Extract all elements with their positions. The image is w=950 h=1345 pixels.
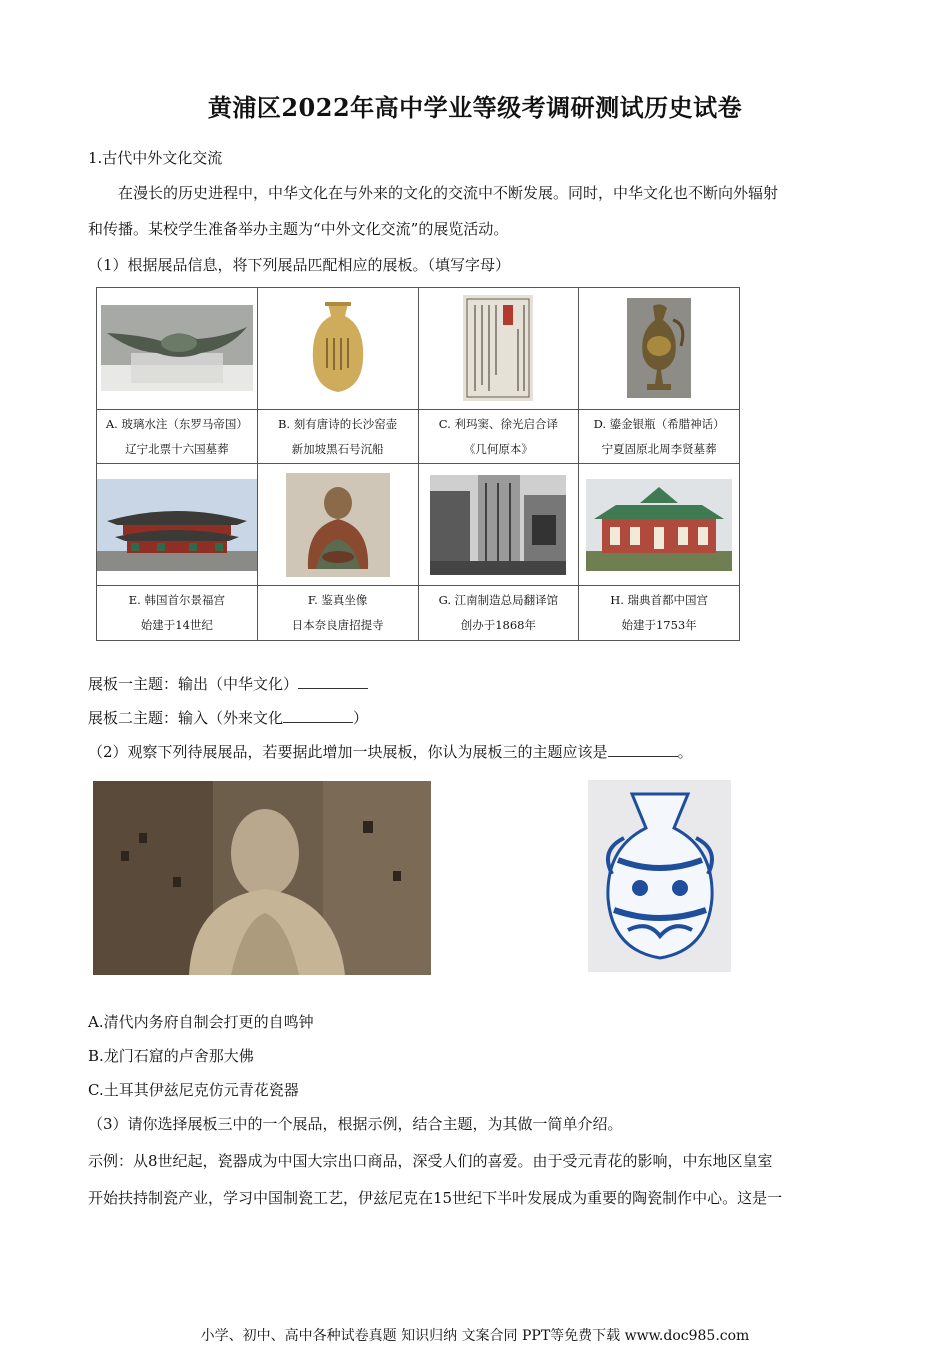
sub-question-2 — [88, 741, 693, 762]
exhibit-d-caption — [579, 409, 740, 464]
exhibit-d-location: 宁夏固原北周李贤墓葬 — [601, 441, 717, 456]
board-2-suffix: ） — [353, 709, 369, 727]
exhibit-f-caption — [257, 586, 418, 641]
exhibit-g-location: 创办于1868年 — [460, 618, 537, 633]
exhibit-f-title: F. 鉴真坐像 — [307, 593, 368, 608]
exhibit-c-caption — [418, 409, 579, 464]
exhibit-a-image — [97, 288, 258, 410]
longmen-buddha-photo — [93, 781, 431, 975]
palace-photo — [97, 479, 257, 571]
sub-question-2-text: （2）观察下列待展展品，若要据此增加一块展板，你认为展板三的主题应该是 — [88, 743, 608, 761]
exhibit-e-caption — [97, 586, 258, 641]
sub-question-2-suffix: 。 — [677, 743, 693, 761]
option-a: A.清代内务府自制会打更的自鸣钟 — [88, 1013, 314, 1031]
chinese-pavilion-photo — [586, 479, 732, 571]
question-heading: 1.古代中外文化交流 — [88, 149, 223, 167]
exhibit-b-location: 新加坡黑石号沉船 — [291, 441, 384, 456]
changsha-ewer-photo — [303, 298, 373, 398]
option-c: C.土耳其伊兹尼克仿元青花瓷器 — [88, 1081, 299, 1099]
exhibit-g-caption — [418, 586, 579, 641]
intro-line-2: 和传播。某校学生准备举办主题为“中外文化交流”的展览活动。 — [88, 220, 509, 238]
exhibit-b-image — [257, 288, 418, 410]
page-footer: 小学、初中、高中各种试卷真题 知识归纳 文案合同 PPT等免费下载 www.doc985.com — [200, 1328, 750, 1344]
board-2-line — [88, 707, 368, 728]
exhibit-b-title: B. 刻有唐诗的长沙窑壶 — [277, 416, 398, 431]
exhibit-a-title: A. 玻璃水注（东罗马帝国） — [105, 416, 248, 431]
exhibit-a-caption — [97, 409, 258, 464]
sub-question-3: （3）请你选择展板三中的一个展品，根据示例，结合主题，为其做一简单介绍。 — [88, 1115, 623, 1133]
exhibit-f-location: 日本奈良唐招提寺 — [291, 618, 384, 633]
exhibit-h-location: 始建于1753年 — [621, 618, 697, 633]
example-line-1: 示例：从8世纪起，瓷器成为中国大宗出口商品，深受人们的喜爱。由于受元青花的影响，中东地区皇室 — [88, 1152, 773, 1170]
exhibit-b-caption — [257, 409, 418, 464]
exhibit-g-image — [418, 464, 579, 586]
exhibit-a-location: 辽宁北票十六国墓葬 — [125, 441, 229, 456]
board-1-line — [88, 673, 368, 694]
gilt-silver-ewer-photo — [627, 298, 691, 398]
board-3-answer-blank[interactable] — [608, 742, 678, 757]
exhibit-h-title: H. 瑞典首都中国宫 — [610, 593, 709, 608]
exhibit-table — [96, 287, 740, 641]
exhibit-c-image — [418, 288, 579, 410]
exhibit-f-image — [257, 464, 418, 586]
exhibit-c-location: 《几何原本》 — [463, 441, 533, 456]
glass-vessel-photo — [101, 305, 253, 391]
iznik-vase-photo — [588, 780, 731, 972]
exhibit-h-caption — [579, 586, 740, 641]
jianzhen-statue-photo — [286, 473, 390, 577]
board-2-answer-blank[interactable] — [283, 708, 353, 723]
page-title: 黄浦区2022年高中学业等级考调研测试历史试卷 — [207, 93, 743, 122]
exhibit-g-title: G. 江南制造总局翻译馆 — [438, 593, 559, 608]
exhibit-e-title: E. 韩国首尔景福宫 — [128, 593, 225, 608]
exhibit-e-location: 始建于14世纪 — [140, 618, 213, 633]
old-building-photo — [430, 475, 566, 575]
sub-question-1: （1）根据展品信息，将下列展品匹配相应的展板。（填写字母） — [88, 256, 511, 274]
intro-line-1: 在漫长的历史进程中，中华文化在与外来的文化的交流中不断发展。同时，中华文化也不断向外辐射 — [118, 184, 779, 202]
exhibit-d-image — [579, 288, 740, 410]
exhibit-d-title: D. 鎏金银瓶（希腊神话） — [593, 416, 725, 431]
board-1-text: 展板一主题：输出（中华文化） — [88, 675, 299, 693]
board-1-answer-blank[interactable] — [298, 674, 368, 689]
book-page-photo — [463, 295, 533, 401]
example-line-2: 开始扶持制瓷产业，学习中国制瓷工艺，伊兹尼克在15世纪下半叶发展成为重要的陶瓷制作中心。这是一 — [88, 1189, 783, 1207]
board-2-text: 展板二主题：输入（外来文化 — [88, 709, 284, 727]
exhibit-e-image — [97, 464, 258, 586]
exhibit-h-image — [579, 464, 740, 586]
option-b: B.龙门石窟的卢舍那大佛 — [88, 1047, 254, 1065]
exhibit-c-title: C. 利玛窦、徐光启合译 — [438, 416, 558, 431]
